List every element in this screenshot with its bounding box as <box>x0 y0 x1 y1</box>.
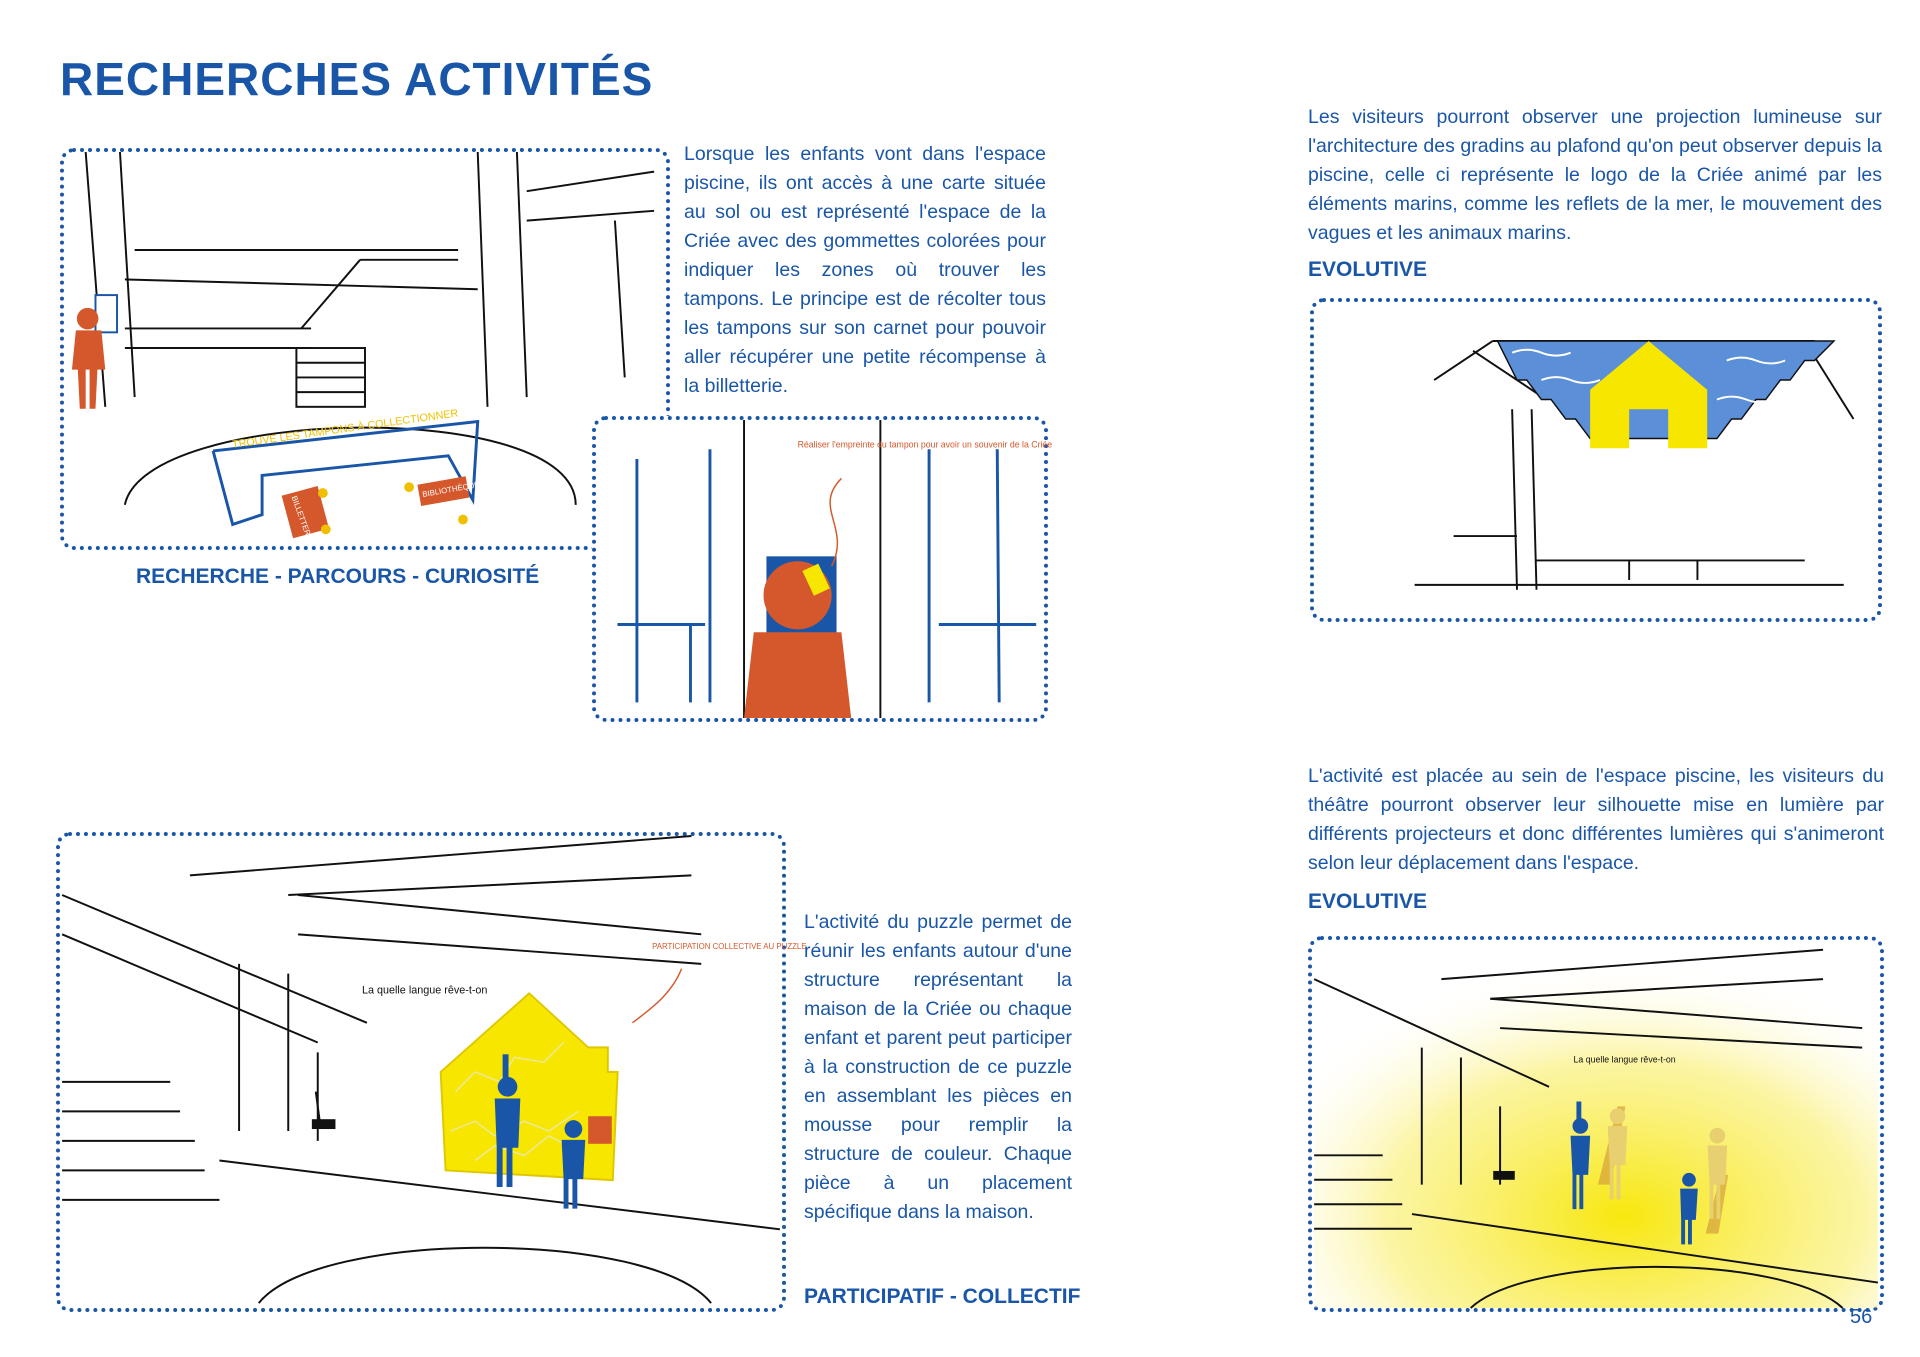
block3-tag: PARTICIPATIF - COLLECTIF <box>804 1285 1081 1308</box>
sketch-silhouette-lights <box>1308 936 1884 1312</box>
sketch-label-b: BIBLIOTHÈQUE <box>421 480 481 499</box>
sketch-piscine-map <box>60 148 670 550</box>
sketch-ceiling-projection <box>1310 298 1882 622</box>
sketch-floor-text: TROUVE LES TAMPONS À COLLECTIONNER <box>231 407 460 451</box>
page-title: RECHERCHES ACTIVITÉS <box>60 53 654 105</box>
sketch-stamp-wall <box>592 416 1053 722</box>
block2-tag: EVOLUTIVE <box>1308 258 1428 281</box>
puzzle-note: PARTICIPATION COLLECTIVE AU PUZZLE <box>652 942 807 952</box>
sketch-puzzle-drawing <box>60 836 807 1308</box>
lights-wall-text: La quelle langue rêve-t-on <box>1573 1054 1676 1065</box>
sketch-ceiling-drawing <box>1314 302 1878 618</box>
puzzle-wall-text: La quelle langue rêve-t-on <box>362 984 488 997</box>
block1-tag: RECHERCHE - PARCOURS - CURIOSITÉ <box>136 565 540 588</box>
sketch-stamp-drawing <box>596 420 1053 718</box>
sketch-piscine-drawing <box>64 152 666 546</box>
block3-paragraph: L'activité du puzzle permet de réunir les enfants autour d'une structure représentant la maison de la Criée ou chaque enfant et parent peut participer à la construction de ce puzzle en assemblant les pièces en mousse pour remplir la structure de couleur. Chaque pièce à un placement spécifique dans la maison. <box>804 911 1072 1223</box>
sketch-puzzle-house <box>56 832 807 1312</box>
block2-paragraph: Les visiteurs pourront observer une projection lumineuse sur l'architecture des gradins au plafond qu'on peut observer depuis la piscine, celle ci représente le logo de la Criée animé par les éléments marins, comme les reflets de la mer, le mouvement des vagues et les animaux marins. <box>1308 106 1882 244</box>
block4-paragraph: L'activité est placée au sein de l'espace piscine, les visiteurs du théâtre pourront observer leur silhouette mise en lumière par différents projecteurs et donc différentes lumières qui s'animeront selon leur déplacement dans l'espace. <box>1308 765 1884 874</box>
page-number: 56 <box>1850 1306 1873 1328</box>
block4-tag: EVOLUTIVE <box>1308 890 1428 913</box>
sketch-label-a: BILLETTERIE <box>289 494 315 544</box>
block1-paragraph: Lorsque les enfants vont dans l'espace piscine, ils ont accès à une carte située au sol ou est représenté l'espace de la Criée avec des gommettes colorées pour indiquer les zones où trouver les tampons. Le principe est de récolter tous les tampons sur son carnet pour pouvoir aller récupérer une petite récompense à la billetterie. <box>684 143 1046 397</box>
sketch-silhouette-drawing <box>1312 940 1880 1308</box>
sketch-note-stamp: Réaliser l'empreinte du tampon pour avoir un souvenir de la Criée <box>797 439 1053 450</box>
